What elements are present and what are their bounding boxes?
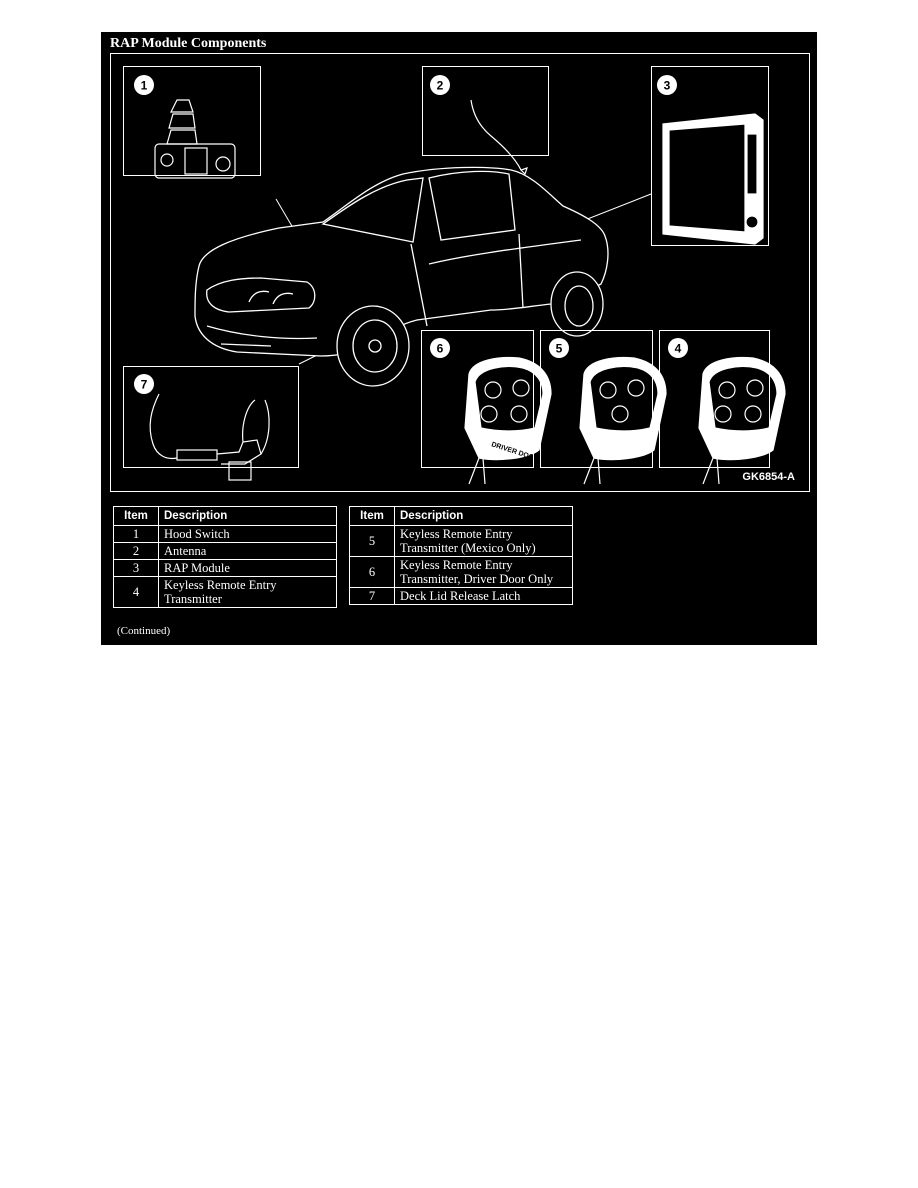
item-number: 4 bbox=[114, 577, 159, 608]
callout-number-6 bbox=[430, 338, 450, 358]
item-number: 7 bbox=[350, 588, 395, 605]
figure-frame bbox=[110, 53, 810, 492]
callout-number-3 bbox=[657, 75, 677, 95]
header-item: Item bbox=[350, 507, 395, 526]
legend-table-right bbox=[349, 506, 573, 605]
svg-text:3: 3 bbox=[663, 78, 671, 93]
svg-text:7: 7 bbox=[140, 377, 148, 392]
callout-number-1 bbox=[134, 75, 154, 95]
callout-number-7 bbox=[134, 374, 154, 394]
table-row bbox=[350, 557, 573, 588]
continued-note: (Continued) bbox=[117, 625, 171, 637]
table-row bbox=[114, 526, 337, 543]
table-row bbox=[114, 577, 337, 608]
callout-number-5 bbox=[549, 338, 569, 358]
item-description: RAP Module bbox=[159, 560, 337, 577]
diagram-panel bbox=[101, 32, 817, 645]
fob-driver-door-text: DRIVER DOOR ONLY bbox=[490, 441, 560, 470]
table-row bbox=[114, 560, 337, 577]
item-number: 3 bbox=[114, 560, 159, 577]
diagram-title: RAP Module Components bbox=[110, 36, 267, 51]
item-description: Keyless Remote Entry Transmitter (Mexico Only) bbox=[395, 526, 573, 557]
legend-table-left bbox=[113, 506, 337, 608]
item-number: 1 bbox=[114, 526, 159, 543]
svg-text:6: 6 bbox=[436, 341, 444, 356]
svg-text:4: 4 bbox=[674, 341, 682, 356]
item-description: Keyless Remote Entry Transmitter bbox=[159, 577, 337, 608]
table-row bbox=[350, 588, 573, 605]
legend-header bbox=[114, 507, 337, 526]
item-description: Deck Lid Release Latch bbox=[395, 588, 573, 605]
figure-code: GK6854-A bbox=[742, 471, 795, 483]
legend-header bbox=[350, 507, 573, 526]
svg-text:2: 2 bbox=[436, 78, 444, 93]
item-description: Keyless Remote Entry Transmitter, Driver Door Only bbox=[395, 557, 573, 588]
header-description: Description bbox=[395, 507, 573, 526]
item-number: 5 bbox=[350, 526, 395, 557]
svg-text:5: 5 bbox=[555, 341, 563, 356]
item-number: 6 bbox=[350, 557, 395, 588]
callout-number-2 bbox=[430, 75, 450, 95]
table-row bbox=[114, 543, 337, 560]
callout-numbers bbox=[111, 54, 811, 493]
header-description: Description bbox=[159, 507, 337, 526]
svg-text:1: 1 bbox=[140, 78, 148, 93]
header-item: Item bbox=[114, 507, 159, 526]
item-description: Antenna bbox=[159, 543, 337, 560]
table-row bbox=[350, 526, 573, 557]
item-number: 2 bbox=[114, 543, 159, 560]
item-description: Hood Switch bbox=[159, 526, 337, 543]
callout-number-4 bbox=[668, 338, 688, 358]
